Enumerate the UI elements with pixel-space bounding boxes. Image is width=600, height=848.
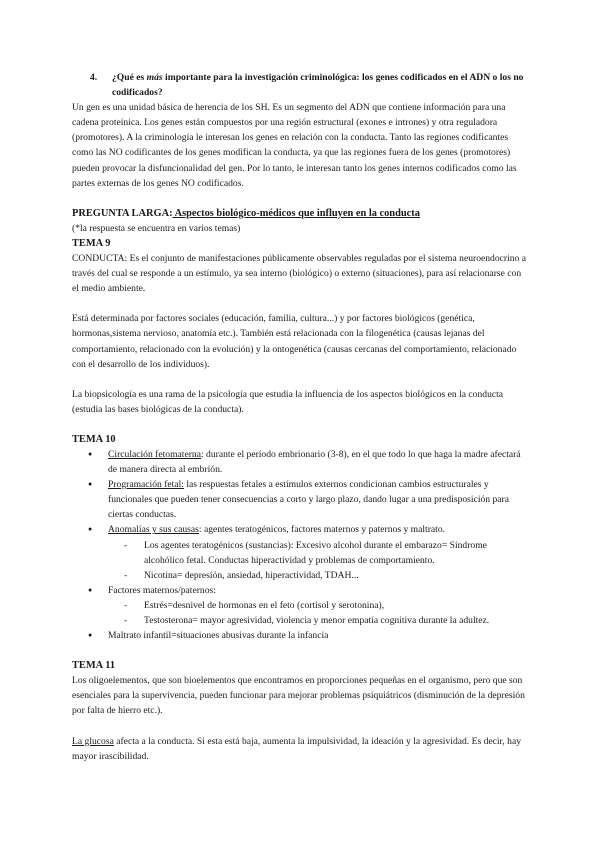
list-item-text: : durante el período embrionario (3-8), en el que todo lo que haga la madre afectará de manera directa al embrión. — [108, 448, 521, 476]
tema-11-title: TEMA 11 — [72, 660, 116, 672]
document-page — [72, 70, 528, 764]
question-4-answer: Un gen es una unidad básica de herencia de los SH. Es un segmento del ADN que contiene información para una cadena proteínica. Los genes están compuestos por una región estructural (exones e intrones) y otra reguladora (promotores). A la criminología le interesan los genes en relación con la conducta. Tanto las regiones codificantes como las NO codificantes de los genes modifican la conducta, ya que las regiones fuera de los genes (promotores) pueden provocar la disfuncionalidad del gen. Por lo tanto, le interesan tanto los genes internos codificados como las partes externas de los genes NO codificados. — [72, 102, 517, 189]
tema-11-paragraph-1: Los oligoelementos, que son bioelementos que encontramos en proporciones pequeñas en el organismo, pero que son esenciales para la supervivencia, pueden funcionar para mejorar problemas psiquiátricos (disminución de la depresión por falta de hierro etc.). — [72, 675, 525, 717]
sub-list-item: - Testosterona= mayor agresividad, violencia y menor empatía cognitiva durante la adultez. — [108, 613, 528, 628]
list-item — [72, 477, 528, 522]
question-text-pre: ¿Qué es — [112, 72, 147, 83]
long-question-title: Aspectos biológico-médicos que influyen en la conducta — [172, 207, 420, 219]
list-item — [72, 583, 528, 628]
list-item — [72, 447, 528, 477]
question-number: 4. — [90, 72, 98, 83]
list-item-term: Anomalías y sus causas — [108, 524, 199, 536]
list-item-term: Programación fetal: — [108, 479, 184, 491]
sub-list-item: - Nicotina= depresión, ansiedad, hiperactividad, TDAH... — [108, 568, 528, 583]
sub-list-item: - Estrés=desnivel de hormonas en el feto (cortisol y serotonina), — [108, 598, 528, 613]
sub-list — [108, 598, 528, 628]
list-item: ● Maltrato infantil=situaciones abusivas durante la infancia — [72, 628, 528, 643]
sub-list — [108, 538, 528, 583]
question-4-heading — [72, 70, 528, 100]
list-item-term: Circulación fetomaterna — [108, 448, 201, 460]
list-item — [72, 522, 528, 582]
tema-10-list — [72, 447, 528, 643]
long-question-label: PREGUNTA LARGA: — [72, 207, 173, 219]
tema-9-paragraph-2: Está determinada por factores sociales (educación, familia, cultura...) y por factores biológicos (genética, hormonas,sistema nervioso, anatomía etc.). También está relacionada con la filogenética (causas lejanas del comportamiento, relacionado con la evolución) y la ontogenética (causas cercanas del comportamiento, relacionado con el desarrollo de los individuos). — [72, 313, 517, 370]
tema-9-title: TEMA 9 — [72, 237, 111, 249]
tema-9-paragraph-3: La biopsicología es una rama de la psicología que estudia la influencia de los aspectos biológicos en la conducta (estudia las bases biológicas de la conducta). — [72, 388, 504, 415]
question-text-post: importante para la investigación criminológica: los genes codificados en el ADN o los no codificados? — [112, 72, 524, 99]
list-item-text: las respuestas fetales a estímulos externos condicionan cambios estructurales y funcionales que pueden tener consecuencias a corto y largo plazo, dando lugar a una predisposición para ciertas conductas. — [108, 479, 510, 521]
glucosa-text: afecta a la conducta. Si esta está baja, aumenta la impulsividad, la ideación y la agresividad. Es decir, hay mayor irascibilidad. — [72, 735, 522, 762]
glucosa-term: La glucosa — [72, 735, 114, 747]
question-text — [112, 70, 528, 100]
tema-10-title: TEMA 10 — [72, 433, 116, 445]
long-question-note: (*la respuesta se encuentra en varios temas) — [72, 222, 241, 234]
tema-9-paragraph-1: CONDUCTA: Es el conjunto de manifestaciones públicamente observables reguladas por el sistema neuroendocrino a través del cual se responde a un estímulo, ya sea interno (biológico) o externo (situaciones), para así relacionarse con el medio ambiente. — [72, 253, 527, 295]
long-question-heading — [72, 206, 528, 221]
tema-11-paragraph-2 — [72, 734, 528, 764]
list-item-text: : agentes teratogénicos, factores maternos y paternos y maltrato. — [198, 524, 446, 536]
list-item-text: Factores maternos/paternos: — [108, 584, 216, 596]
sub-list-item: - Los agentes teratogénicos (sustancias): Excesivo alcohol durante el embarazo= Síndrome alcohólico fetal. Conductas hiperactividad y problemas de comportamiento. — [108, 538, 528, 568]
question-text-emphasis: más — [146, 72, 163, 83]
